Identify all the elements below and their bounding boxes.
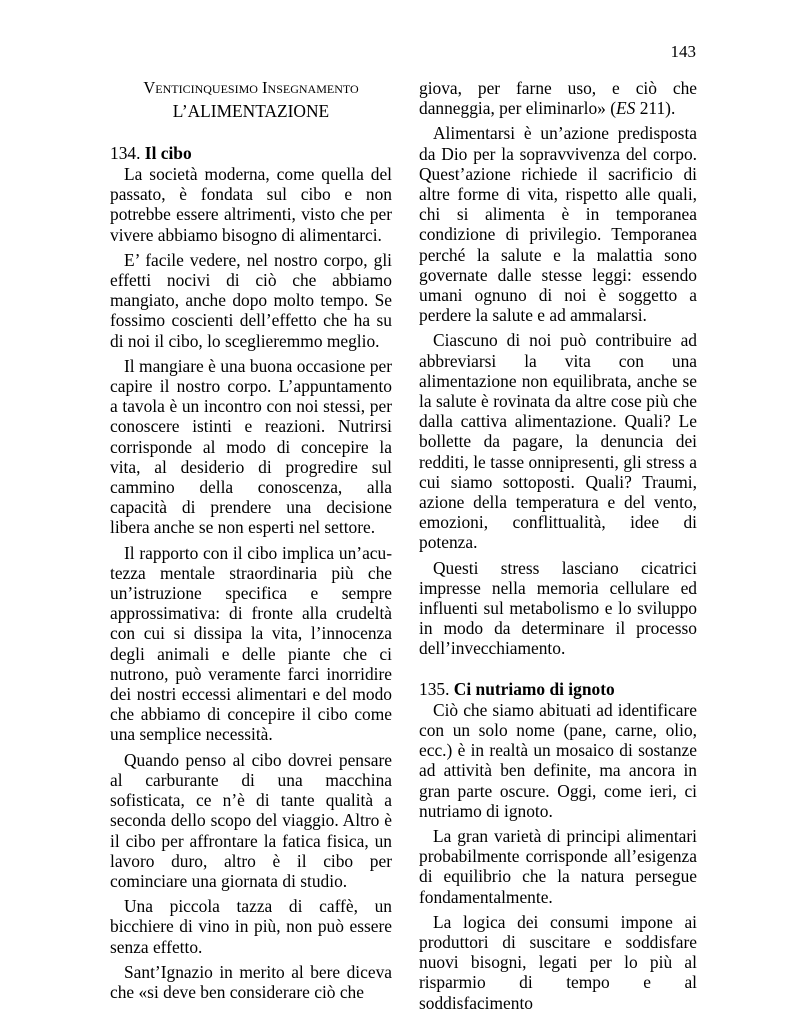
paragraph: La società moderna, come quella del passato, è fondata sul cibo e non potrebbe essere altrimenti, visto che per vivere abbiamo bisogno di alimentarci. (110, 164, 392, 245)
paragraph: La gran varietà di principi alimentari probabilmente corrisponde all’esigenza di equilibrio che la natura persegue fondamentalmente. (419, 825, 697, 907)
reference-abbreviation: ES (616, 98, 636, 119)
paragraph: Il mangiare è una buona occasione per capire il nostro corpo. L’appuntamento a tavola è un incontro con noi stessi, per conoscere istinti e reazioni. Nutrirsi corrisponde al modo di concepire la vita, al desiderio di progredire sul cammino della conoscenza, alla capacità di prendere una decisione libera anche se non esperti nel settore. (110, 355, 392, 538)
paragraph: Ciò che siamo abituati ad identificare con un solo nome (pane, carne, olio, ecc.) è in realtà un mosaico di sostanze ad attività ben definite, ma ancora in gran parte oscure. Oggi, come ieri, ci nutriamo di ignoto. (419, 699, 697, 821)
paragraph: Ciascuno di noi può contribuire ad abbreviarsi la vita con una alimentazione non equilibrata, anche se la salute è rovinata da altre cose più che dalla cattiva alimentazione. Quali? Le bollette da pagare, la denuncia dei redditi, le tasse onnipresenti, gli stress a cui siamo sottoposti. Quali? Traumi, azione della temperatura e del vento, emozioni, conflittualità, idee di potenza. (419, 330, 697, 553)
continuation-text: giova, per farne uso, e ciò che danneggia, per eliminarlo» ( (419, 78, 697, 119)
paragraph: Il rapporto con il cibo implica un’acutezza mentale straordinaria più che un’istruzione specifica e sempre approssimativa: di fronte alla crudeltà con cui si dissipa la vita, l’innocenza degli animali e delle piante che ci nutrono, può veramente farci inorridire dei nostri eccessi alimentari e del modo che abbiamo di concepire il cibo come una semplice necessità. (110, 542, 392, 745)
right-column (419, 78, 697, 1013)
section-number: 135. (419, 678, 450, 699)
paragraph: Alimentarsi è un’azione predisposta da Dio per la sopravvivenza del corpo. Quest’azione richiede il sacrificio di altre forme di vita, rispetto alle quali, chi si alimenta è in temporanea condizione di privilegio. Temporanea perché la salute e la malattia sono governate dalle stesse leggi: essendo umani ognuno di noi è soggetto a perdere la salute e ad ammalarsi. (419, 123, 697, 326)
chapter-label: Venticinquesimo Insegnamento (143, 78, 359, 97)
reference-page: 211). (635, 98, 676, 119)
paragraph: La logica dei consumi impone ai produttori di suscitare e soddisfare nuovi bisogni, legati per lo più al risparmio di tempo e al soddisfacimento (419, 911, 697, 1013)
section-title: Ci nutriamo di ignoto (453, 678, 615, 699)
paragraph: Quando penso al cibo dovrei pensare al carburante di una macchina sofisticata, ce n’è di tante qualità a seconda dello scopo del viaggio. Altro è il cibo per affrontare la fatica fisica, un lavoro duro, altro è il cibo per cominciare una giornata di studio. (110, 749, 392, 891)
paragraph: Una piccola tazza di caffè, un bicchiere di vino in più, non può essere senza effetto. (110, 896, 392, 957)
section-number: 134. (110, 143, 141, 163)
section-heading-135 (419, 678, 697, 700)
chapter-title: L’ALIMENTAZIONE (172, 101, 330, 121)
left-column (110, 78, 392, 1002)
paragraph: Sant’Ignazio in merito al bere diceva che «si deve ben considerare ciò che (110, 961, 392, 1002)
section-heading-134 (110, 142, 392, 164)
section-title: Il cibo (144, 143, 192, 163)
paragraph: E’ facile vedere, nel nostro corpo, gli effetti nocivi di ciò che abbiamo mangiato, anche dopo molto tempo. Se fossimo coscienti dell’effetto che ha su di noi il cibo, lo sceglieremmo meglio. (110, 249, 392, 351)
paragraph-continuation (419, 78, 697, 118)
paragraph: Questi stress lasciano cicatrici impresse nella memoria cellulare ed influenti sul metabolismo e lo sviluppo in modo da determinare il processo dell’invecchiamento. (419, 557, 697, 659)
page-number: 143 (670, 42, 696, 61)
